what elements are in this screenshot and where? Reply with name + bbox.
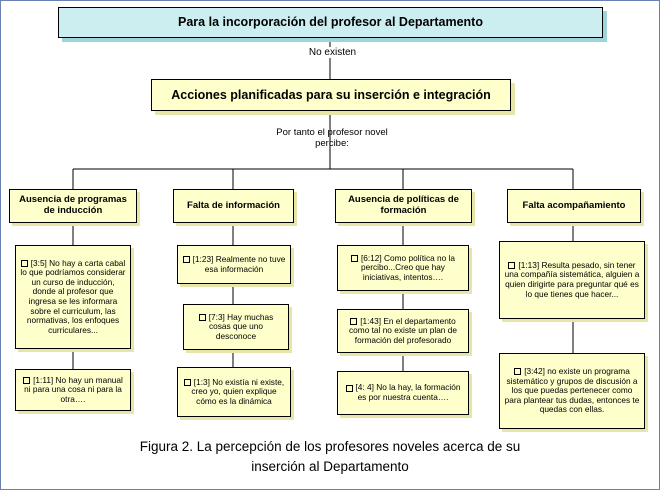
quote-text: [7:3] Hay muchas cosas que uno desconoce (208, 311, 274, 341)
quote-text: [1:43] En el departamento como tal no existe un plan de formación del profesorado (349, 315, 457, 345)
quote-text: [1:3] No existía ni existe, creo yo, quien explique cómo es la dinámica (191, 376, 285, 406)
square-bullet-icon (23, 377, 30, 384)
square-bullet-icon (351, 255, 358, 262)
quote-text: [1:13] Resulta pesado, sin tener una compañía sistemática, alguien a quien dirigirte para preguntar qué es lo que tienes que hacer... (504, 259, 640, 299)
quote-box-2-2 (183, 304, 289, 350)
square-bullet-icon (184, 379, 191, 386)
connector-label-percibe-line1: Por tanto el profesor novel (276, 127, 388, 138)
square-bullet-icon (346, 385, 353, 392)
quote-text: [3:5] No hay a carta cabal lo que podríamos considerar un curso de inducción, donde al profesor que ingresa se les informara sobre el curriculum, las normativas, los enfoques curriculares... (20, 257, 126, 335)
quote-text: [6:12] Como política no la percibo...Creo que hay iniciativas, intentos…. (360, 252, 456, 282)
quote-text: [1:11] No hay un manual ni para una cosa ni para la otra…. (24, 374, 123, 404)
top-box: Para la incorporación del profesor al Departamento (58, 7, 603, 38)
quote-box-2-3 (177, 367, 291, 417)
diagram-canvas (1, 1, 659, 433)
quote-text: [4: 4] No la hay, la formación es por nuestra cuenta…. (355, 382, 461, 402)
category-box-3: Ausencia de políticas de formación (335, 189, 472, 223)
connector-label-percibe-line2: percibe: (315, 138, 349, 150)
square-bullet-icon (183, 256, 190, 263)
quote-box-4-2 (499, 353, 645, 429)
quote-box-3-1 (337, 245, 469, 291)
square-bullet-icon (199, 314, 206, 321)
figure-caption-line2: inserción al Departamento (251, 458, 409, 474)
quote-box-1-2 (15, 369, 131, 411)
quote-box-3-2 (337, 309, 469, 353)
quote-box-2-1 (177, 245, 291, 284)
quote-box-3-3 (337, 371, 469, 415)
square-bullet-icon (21, 260, 28, 267)
square-bullet-icon (514, 368, 521, 375)
figure-caption-line1: Figura 2. La percepción de los profesores noveles acerca de su (139, 439, 521, 454)
quote-text: [1:23] Realmente no tuve esa información (192, 253, 286, 274)
quote-box-1-1 (15, 245, 131, 349)
square-bullet-icon (508, 262, 515, 269)
figure-caption (1, 437, 659, 476)
quote-box-4-1 (499, 241, 645, 319)
square-bullet-icon (350, 318, 357, 325)
quote-text: [3:42] no existe un programa sistemático y grupos de discusión a los que puedas pertenecer como para plantear tus dudas, entonces te quedas con ellas. (504, 366, 640, 415)
connector-label-percibe (255, 127, 409, 150)
planned-actions-box: Acciones planificadas para su inserción e integración (151, 79, 511, 111)
category-box-4: Falta acompañamiento (507, 189, 641, 223)
connector-label-no-existen: No existen (273, 47, 392, 58)
category-box-2: Falta de información (173, 189, 294, 223)
category-box-1: Ausencia de programas de inducción (9, 189, 137, 223)
